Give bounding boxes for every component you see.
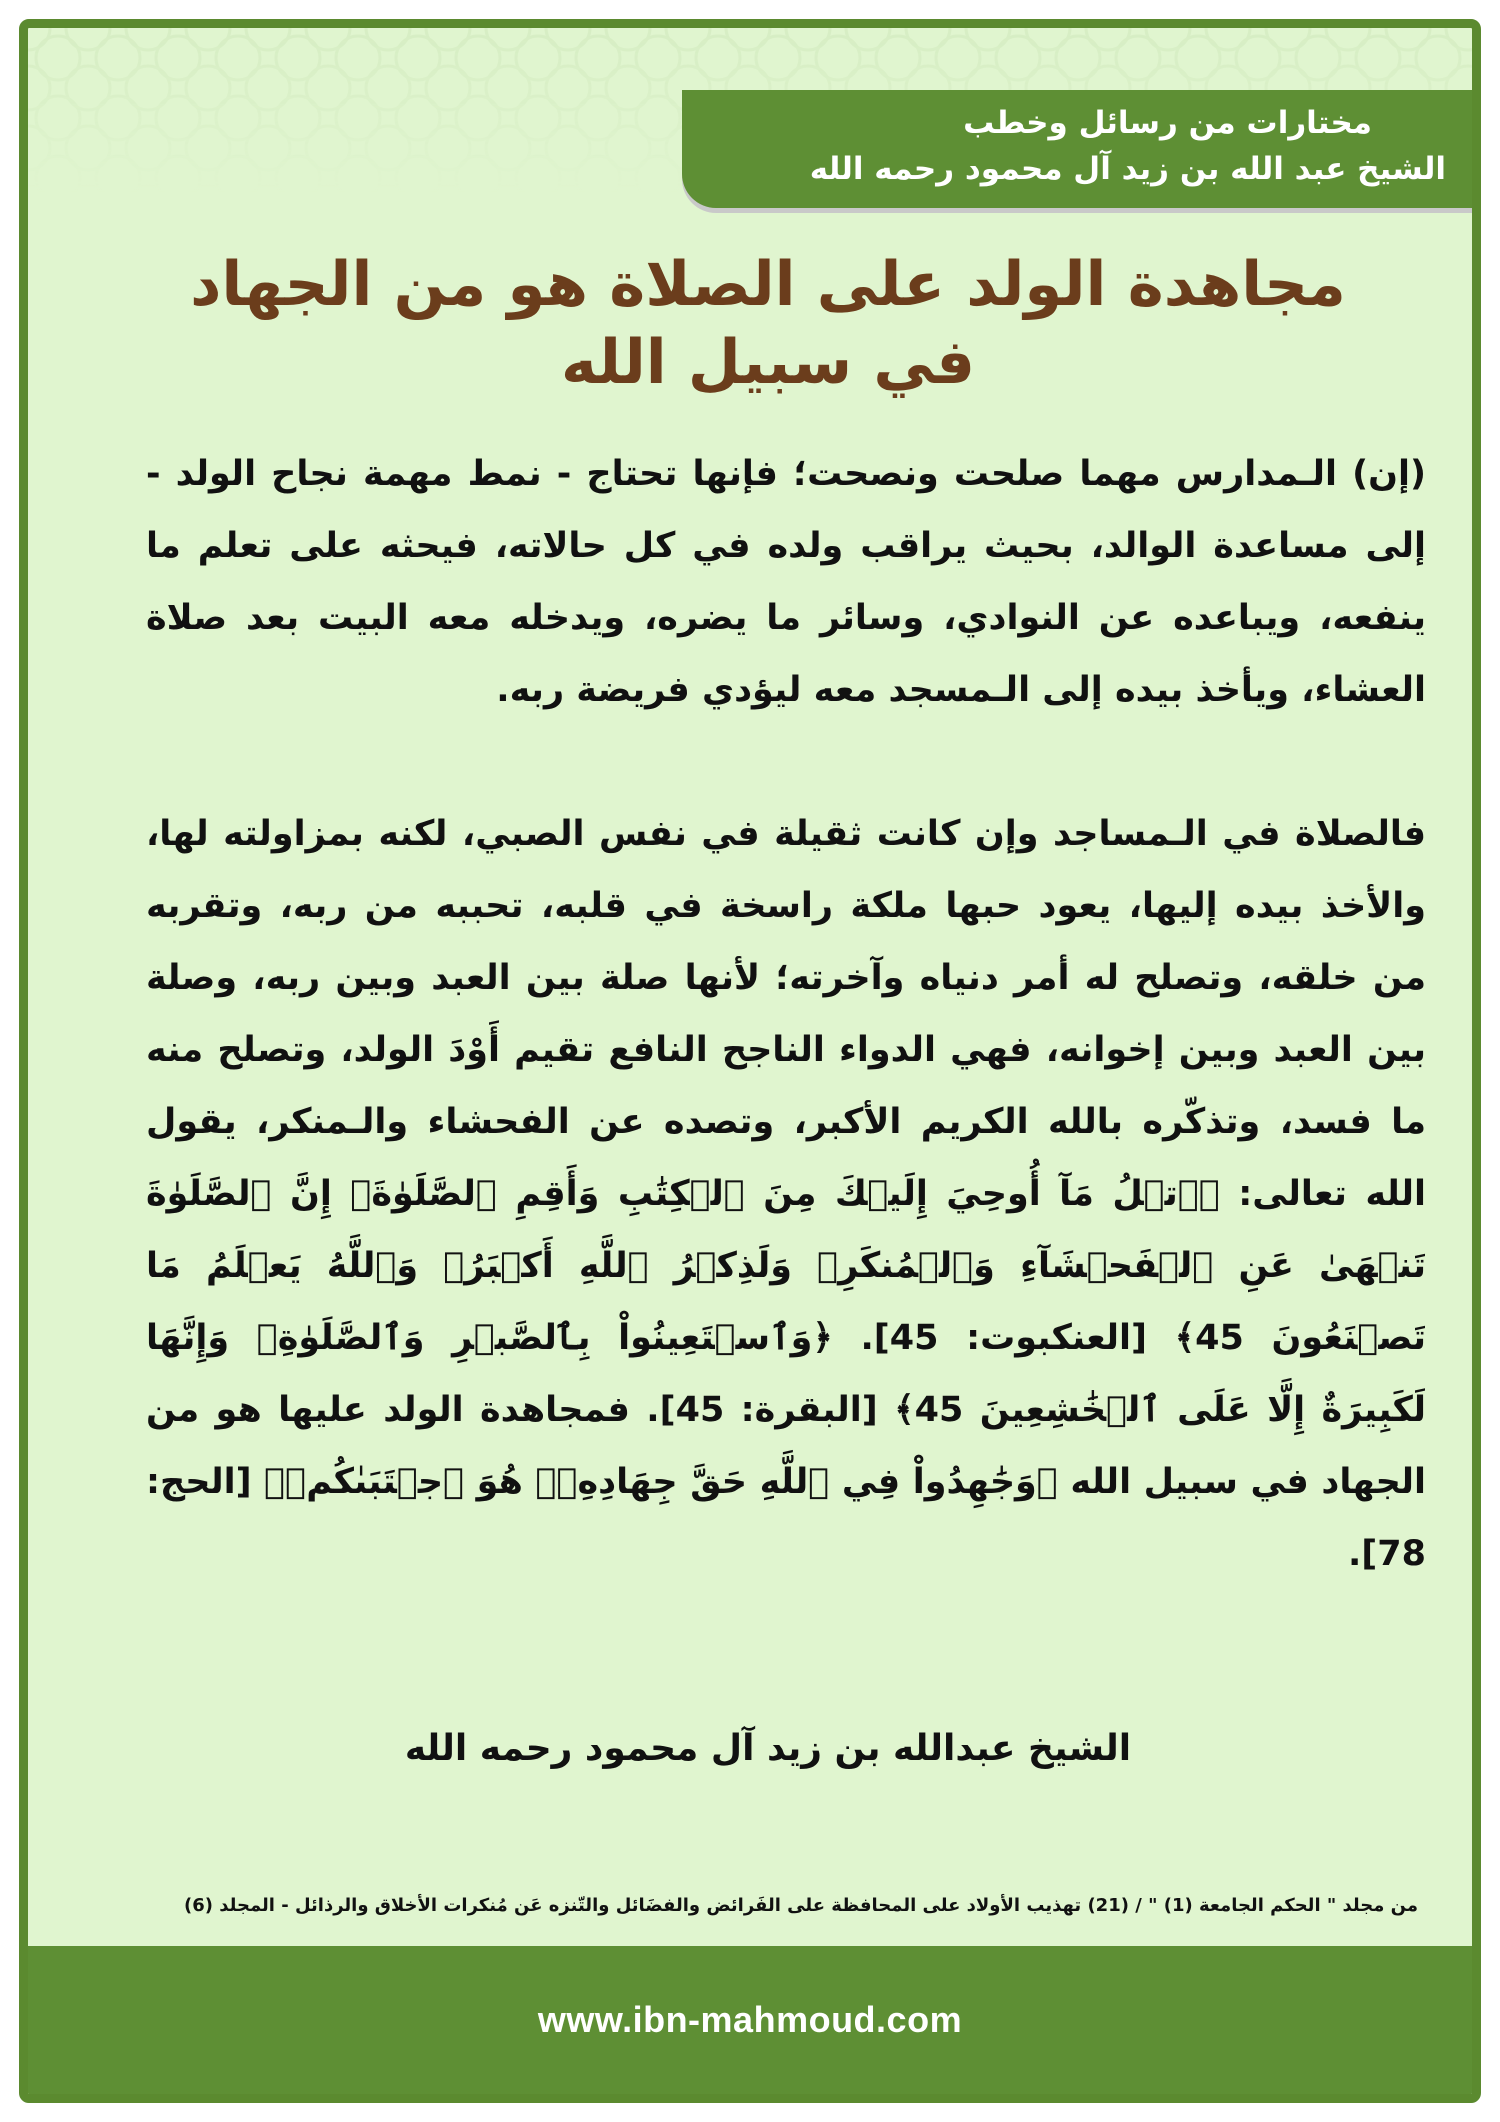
article-title: مجاهدة الولد على الصلاة هو من الجهاد في سبيل الله bbox=[190, 249, 1346, 398]
paragraph-2: فالصلاة في الـمساجد وإن كانت ثقيلة في نفس الصبي، لكنه بمزاولته لها، والأخذ بيده إليها، يعود حبها ملكة راسخة في قلبه، تحببه من ربه، وتقربه من خلقه، وتصلح له أمر دنياه وآخرته؛ لأنها صلة بين العبد وبين ربه، وصلة بين العبد وبين إخوانه، فهي الدواء الناجح النافع تقيم أَوْدَ الولد، وتصلح منه ما فسد، وتذكّره بالله الكريم الأكبر، وتصده عن الفحشاء والـمنكر، يقول الله تعالى: ﴿ٱتۡلُ مَآ أُوحِيَ إِلَيۡكَ مِنَ ٱلۡكِتَٰبِ وَأَقِمِ ٱلصَّلَوٰةَۖ إِنَّ ٱلصَّلَوٰةَ تَنۡهَىٰ عَنِ ٱلۡفَحۡشَآءِ وَٱلۡمُنكَرِۗ وَلَذِكۡرُ ٱللَّهِ أَكۡبَرُۗ وَٱللَّهُ يَعۡلَمُ مَا تَصۡنَعُونَ 45﴾ [العنكبوت: 45]. ﴿وَٱسۡتَعِينُواْ بِٱلصَّبۡرِ وَٱلصَّلَوٰةِۚ وَإِنَّهَا لَكَبِيرَةٌ إِلَّا عَلَى ٱلۡخَٰشِعِينَ 45﴾ [البقرة: 45]. فمجاهدة الولد عليها هو من الجهاد في سبيل الله ﴿وَجَٰهِدُواْ فِي ٱللَّهِ حَقَّ جِهَادِهِۦۚ هُوَ ٱجۡتَبَىٰكُمۡ﴾ [الحج: 78]. bbox=[146, 814, 1427, 1574]
article-body bbox=[146, 438, 1426, 1590]
website-link[interactable]: www.ibn-mahmoud.com bbox=[537, 1999, 963, 2040]
header-line-2: الشيخ عبد الله بن زيد آل محمود رحمه الله bbox=[809, 151, 1446, 187]
header-band bbox=[682, 90, 1472, 208]
page-frame bbox=[19, 19, 1481, 2103]
paragraph-1: (إن) الـمدارس مهما صلحت ونصحت؛ فإنها تحتاج - نمط مهمة نجاح الولد - إلى مساعدة الوالد، بحيث يراقب ولده في كل حالاته، فيحثه على تعلم ما ينفعه، ويباعده عن النوادي، وسائر ما يضره، ويدخله معه البيت بعد صلاة العشاء، ويأخذ بيده إلى الـمسجد معه ليؤدي فريضة ربه. bbox=[146, 454, 1426, 710]
footer-band bbox=[28, 1946, 1472, 2094]
author-signature: الشيخ عبدالله بن زيد آل محمود رحمه الله bbox=[404, 1728, 1132, 1769]
source-citation: من مجلد " الحكم الجامعة (1) " / (21) تهذيب الأولاد على المحافظة على الفَرائض والفضَائل والتّنزه عَن مُنكرات الأخلاق والرذائل - المجلد (6) bbox=[183, 1895, 1418, 1916]
header-line-1: مختارات من رسائل وخطب bbox=[963, 105, 1372, 141]
